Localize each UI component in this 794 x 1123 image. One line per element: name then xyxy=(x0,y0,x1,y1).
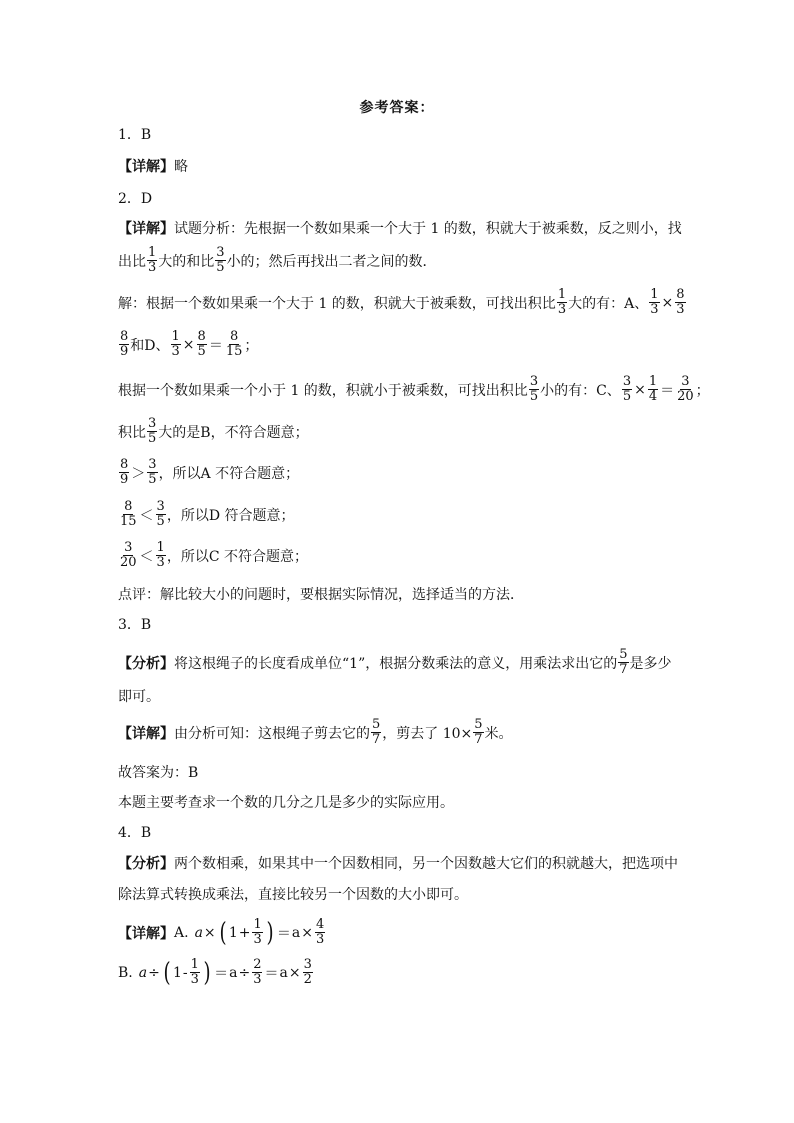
q2-sol-p4b: 大的是B，不符合题意； xyxy=(158,424,309,441)
denominator: 5 xyxy=(156,514,165,529)
denominator: 5 xyxy=(529,389,539,404)
fraction-eight-thirds xyxy=(675,288,685,317)
numerator: 8 xyxy=(229,329,239,344)
fraction-three-halves xyxy=(303,958,313,987)
q2-analysis-tag: 【详解】 xyxy=(118,221,174,237)
denominator: 5 xyxy=(197,344,206,359)
q3-analysis-line2 xyxy=(118,686,160,706)
numerator: 3 xyxy=(303,957,312,972)
numerator: 4 xyxy=(316,917,325,932)
q3-analysis-line1 xyxy=(118,648,672,677)
minus-sign: - xyxy=(182,964,188,981)
fraction-one-third xyxy=(649,288,659,317)
q4-analysis-line2 xyxy=(118,884,468,904)
denominator: 3 xyxy=(190,972,199,987)
q4-analysis-p2: 除法算式转换成乘法，直接比较另一个因数的大小即可。 xyxy=(118,887,468,903)
fraction-three-fifths xyxy=(156,500,166,529)
times-sign: × xyxy=(203,924,216,941)
fraction-three-fifths xyxy=(147,417,157,446)
fraction-three-twentieths xyxy=(676,375,695,404)
numerator: 8 xyxy=(197,329,206,344)
numerator: 3 xyxy=(216,245,225,260)
q2-comment-text: 点评：解比较大小的问题时，要根据实际情况，选择适当的方法． xyxy=(118,587,524,603)
q4-analysis-tag: 【分析】 xyxy=(118,856,174,872)
q2-compare-2 xyxy=(118,500,295,529)
denominator: 7 xyxy=(619,662,628,677)
digit-one: 1 xyxy=(228,924,238,941)
q1-detail xyxy=(118,156,188,176)
variable-a-plain: a xyxy=(291,924,301,941)
numerator: 3 xyxy=(148,416,157,431)
q4-detail-a xyxy=(118,918,326,947)
q3-detail xyxy=(118,718,513,747)
fraction-five-sevenths xyxy=(618,648,628,677)
denominator: 9 xyxy=(120,472,129,487)
q2-number xyxy=(118,188,152,208)
right-paren: ) xyxy=(266,917,274,948)
semicolon: ； xyxy=(244,337,259,354)
fraction-five-sevenths xyxy=(371,718,381,747)
numerator: 1 xyxy=(648,374,658,389)
denominator: 15 xyxy=(120,514,137,529)
q4-analysis-p1: 两个数相乘，如果其中一个因数相同，另一个因数越大它们的积就越大，把选项中 xyxy=(174,856,678,872)
q4-detail-b xyxy=(118,958,314,987)
q2-solution-line3 xyxy=(118,375,710,404)
plus-sign: + xyxy=(238,924,251,941)
numerator: 8 xyxy=(676,287,685,302)
times-sign: × xyxy=(634,381,646,398)
fraction-one-third xyxy=(252,918,262,947)
numerator: 3 xyxy=(529,374,539,389)
q1-number-text: 1．B xyxy=(118,127,152,143)
denominator: 3 xyxy=(148,260,157,275)
q3-answer xyxy=(118,762,198,782)
numerator: 1 xyxy=(253,917,262,932)
semicolon: ； xyxy=(695,382,710,399)
q3-note xyxy=(118,792,454,812)
numerator: 3 xyxy=(622,374,632,389)
denominator: 5 xyxy=(148,472,157,487)
numerator: 3 xyxy=(148,457,157,472)
numerator: 8 xyxy=(120,457,129,472)
numerator: 5 xyxy=(474,717,483,732)
fraction-eight-ninths xyxy=(119,330,129,359)
fraction-eight-fifteenths xyxy=(225,330,244,359)
q2-solution-line1 xyxy=(118,288,687,317)
q1-detail-tag: 【详解】 xyxy=(118,159,174,175)
numerator: 3 xyxy=(681,374,690,389)
q3-analysis-c: 即可。 xyxy=(118,689,160,705)
numerator: 3 xyxy=(124,540,133,555)
divide-sign: ÷ xyxy=(148,964,160,981)
denominator: 3 xyxy=(253,932,262,947)
q3-note-text: 本题主要考查求一个数的几分之几是多少的实际应用。 xyxy=(118,795,454,811)
denominator: 5 xyxy=(216,260,225,275)
q3-detail-c: 米。 xyxy=(484,725,513,742)
denominator: 3 xyxy=(156,555,165,570)
numerator: 5 xyxy=(372,717,381,732)
variable-a-plain: a xyxy=(279,964,288,981)
q4-analysis-line1 xyxy=(118,853,678,873)
times-sign: × xyxy=(301,924,313,941)
numerator: 2 xyxy=(253,957,262,972)
denominator: 5 xyxy=(622,389,632,404)
times-sign: × xyxy=(288,964,301,981)
left-paren: ( xyxy=(219,917,227,948)
fraction-one-fourth xyxy=(648,375,658,404)
fraction-one-third xyxy=(557,288,567,317)
q2-cmp3-text: ，所以C 不符合题意； xyxy=(166,548,308,565)
times-sign: × xyxy=(661,294,674,311)
q2-sol-p1b: 大的有：A、 xyxy=(568,295,649,312)
q3-number xyxy=(118,614,151,634)
denominator: 15 xyxy=(225,344,243,359)
greater-than-sign: ＞ xyxy=(131,465,146,482)
q3-detail-tag: 【详解】 xyxy=(118,725,174,742)
denominator: 2 xyxy=(303,972,312,987)
digit-one: 1 xyxy=(173,964,182,981)
page-title: 参考答案： xyxy=(359,100,435,116)
less-than-sign: ＜ xyxy=(139,507,154,524)
fraction-three-fifths xyxy=(622,375,632,404)
q4-b-label: B. xyxy=(118,964,133,981)
q2-analysis-line2 xyxy=(118,246,437,275)
fraction-eight-fifteenths xyxy=(119,500,138,529)
fraction-four-thirds xyxy=(315,918,325,947)
fraction-eight-ninths xyxy=(119,458,129,487)
q2-sol-p1: 解：根据一个数如果乘一个大于 1 的数，积就大于被乘数，可找出积比 xyxy=(118,295,556,312)
equals-sign: ＝ xyxy=(660,382,675,399)
denominator: 9 xyxy=(120,344,129,359)
q3-number-text: 3．B xyxy=(118,617,152,633)
fraction-three-fifths xyxy=(529,375,539,404)
denominator: 3 xyxy=(316,932,325,947)
q2-analysis-p2b: 大的和比 xyxy=(158,253,215,270)
q2-solution-line4 xyxy=(118,417,309,446)
equals-sign: ＝ xyxy=(208,337,223,354)
denominator: 3 xyxy=(557,302,567,317)
numerator: 8 xyxy=(124,499,133,514)
variable-a: a xyxy=(138,964,148,981)
denominator: 20 xyxy=(677,389,694,404)
q2-solution-line2 xyxy=(118,330,258,359)
denominator: 5 xyxy=(148,431,157,446)
variable-a: a xyxy=(194,924,203,941)
q3-answer-text: 故答案为：B xyxy=(118,765,199,781)
numerator: 1 xyxy=(650,287,659,302)
q2-sol-p2a: 和D、 xyxy=(130,337,170,354)
q2-analysis-p2a: 出比 xyxy=(118,253,146,270)
q4-number xyxy=(118,822,151,842)
fraction-one-third xyxy=(171,330,181,359)
q1-detail-text: 略 xyxy=(174,159,188,175)
denominator: 20 xyxy=(120,555,137,570)
numerator: 1 xyxy=(171,329,180,344)
fraction-eight-fifths xyxy=(197,330,207,359)
q4-a-label: A. xyxy=(174,924,189,941)
q2-analysis-p2c: 小的；然后再找出二者之间的数． xyxy=(226,253,437,270)
q2-sol-p3b: 小的有：C、 xyxy=(540,382,621,399)
denominator: 3 xyxy=(676,302,685,317)
numerator: 1 xyxy=(156,540,165,555)
equals-sign: ＝ xyxy=(276,925,291,942)
numerator: 3 xyxy=(156,499,165,514)
equals-sign: ＝ xyxy=(214,965,229,982)
q2-comment xyxy=(118,584,524,604)
equals-sign: ＝ xyxy=(264,965,279,982)
q3-analysis-a: 将这根绳子的长度看成单位“1”，根据分数乘法的意义，用乘法求出它的 xyxy=(174,655,618,672)
fraction-three-twentieths xyxy=(119,541,138,570)
q2-number-text: 2．D xyxy=(118,191,153,207)
fraction-two-thirds xyxy=(252,958,262,987)
denominator: 3 xyxy=(253,972,262,987)
q2-cmp1-text: ，所以A 不符合题意； xyxy=(158,465,300,482)
denominator: 7 xyxy=(474,732,483,747)
fraction-three-fifths xyxy=(215,246,225,275)
q2-compare-1 xyxy=(118,458,299,487)
variable-a-plain: a xyxy=(229,964,238,981)
q3-detail-a: 由分析可知：这根绳子剪去它的 xyxy=(174,725,370,742)
fraction-one-third xyxy=(190,958,200,987)
numerator: 8 xyxy=(120,329,129,344)
q2-cmp2-text: ，所以D 符合题意； xyxy=(166,507,295,524)
q2-compare-3 xyxy=(118,541,308,570)
less-than-sign: ＜ xyxy=(139,548,154,565)
denominator: 3 xyxy=(650,302,659,317)
q4-detail-tag: 【详解】 xyxy=(118,925,174,942)
q2-analysis-line1 xyxy=(118,218,682,238)
denominator: 3 xyxy=(171,344,180,359)
numerator: 1 xyxy=(148,245,157,260)
denominator: 4 xyxy=(648,389,658,404)
times-sign: × xyxy=(182,336,195,353)
q4-number-text: 4．B xyxy=(118,825,152,841)
divide-sign: ÷ xyxy=(238,964,251,981)
numerator: 1 xyxy=(557,287,567,302)
fraction-three-fifths xyxy=(147,458,157,487)
numerator: 5 xyxy=(619,647,628,662)
q3-analysis-tag: 【分析】 xyxy=(118,655,174,672)
fraction-one-third xyxy=(156,541,166,570)
numerator: 1 xyxy=(190,957,199,972)
q2-sol-p3: 根据一个数如果乘一个小于 1 的数，积就小于被乘数，可找出积比 xyxy=(118,382,528,399)
fraction-one-third xyxy=(147,246,157,275)
fraction-five-sevenths xyxy=(473,718,483,747)
denominator: 7 xyxy=(372,732,381,747)
left-paren: ( xyxy=(163,957,171,988)
q3-analysis-b: 是多少 xyxy=(629,655,672,672)
q2-analysis-p1: 试题分析：先根据一个数如果乘一个大于 1 的数，积就大于被乘数，反之则小，找 xyxy=(174,221,682,237)
q1-number xyxy=(118,124,151,144)
q3-detail-b: ，剪去了 10× xyxy=(382,725,473,742)
right-paren: ) xyxy=(203,957,211,988)
q2-sol-p4a: 积比 xyxy=(118,424,146,441)
